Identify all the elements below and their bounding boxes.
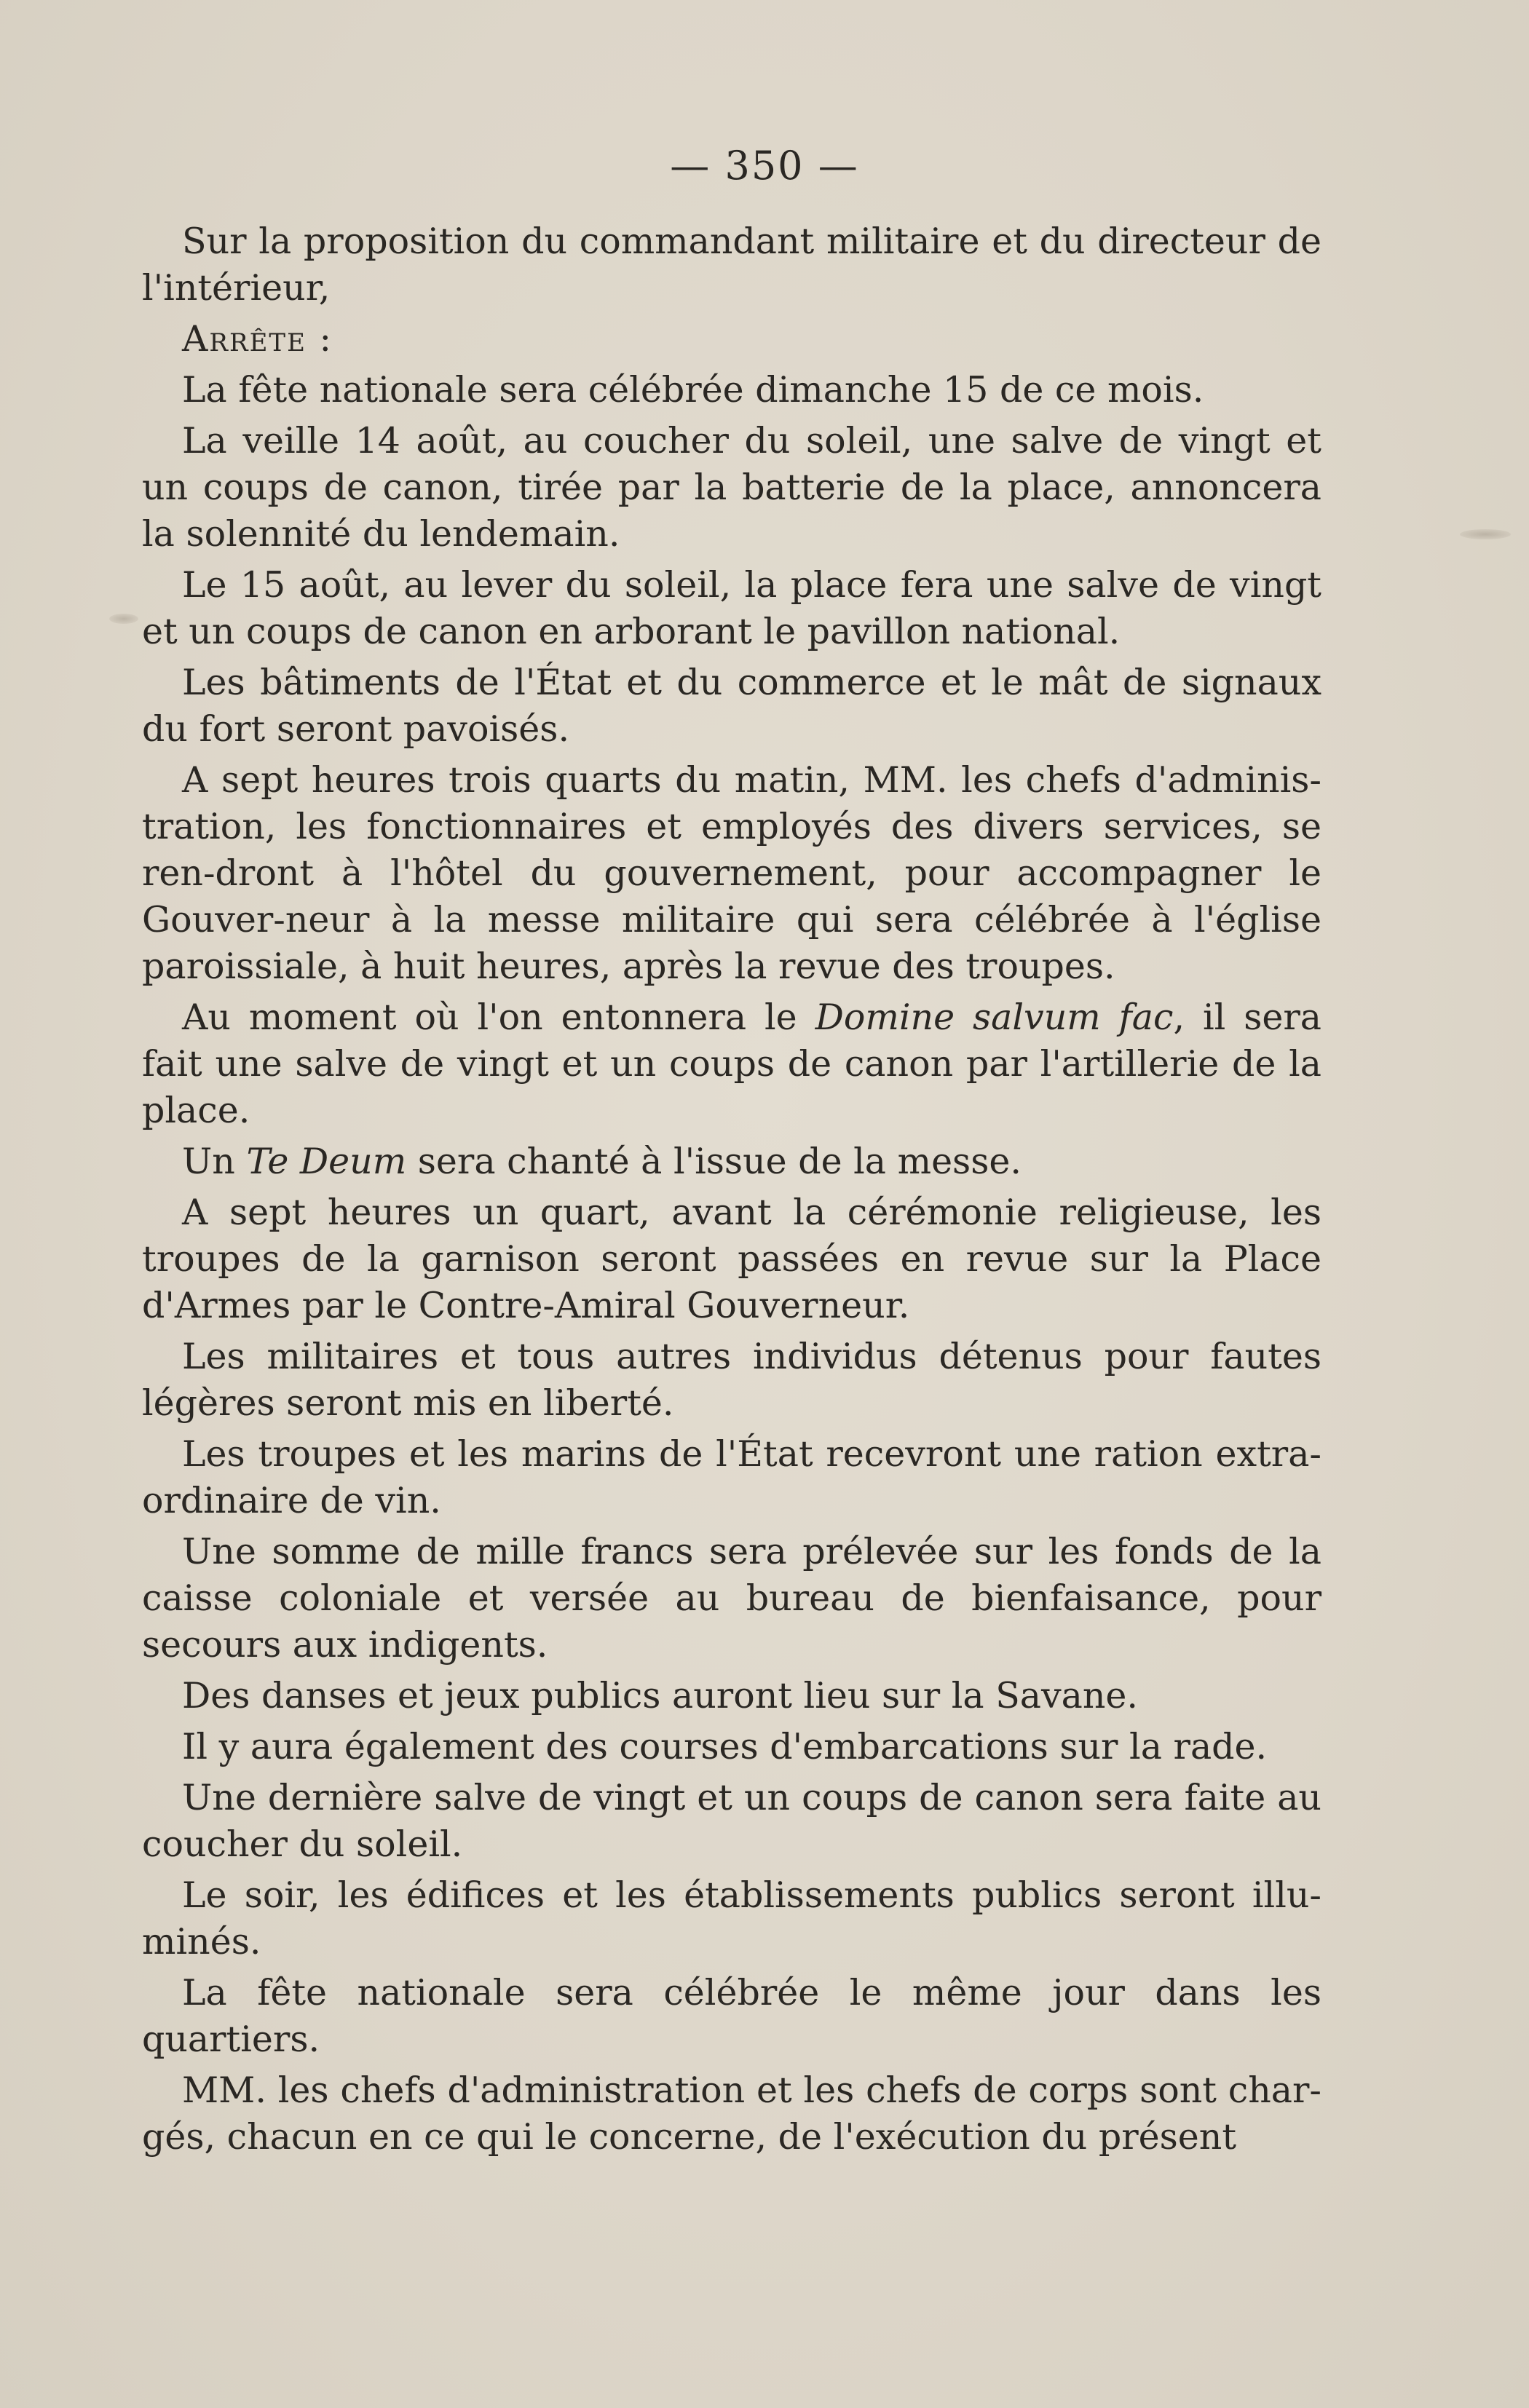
paragraph-text: Au moment où l'on entonnera le [182,997,815,1038]
paragraph: A sept heures un quart, avant la cérémonie religieuse, les troupes de la garnison seront passées en revue sur la Place d'Armes par le Contre-Amiral Gouverneur. [142,1192,1321,1326]
paragraph: Le soir, les édifices et les établissements publics seront illu-minés. [142,1874,1321,1963]
paragraph: La fête nationale sera célébrée le même jour dans les quartiers. [142,1972,1321,2060]
paragraph: Les troupes et les marins de l'État recevront une ration extra-ordinaire de vin. [142,1433,1321,1521]
body-text [142,218,1321,2165]
paragraph-with-italic [142,994,1321,1134]
paragraph: MM. les chefs d'administration et les chefs de corps sont char-gés, chacun en ce qui le concerne, de l'exécution du présent [142,2070,1321,2158]
paragraph-text: Un [182,1141,247,1182]
italic-latin-phrase: Te Deum [246,1141,407,1182]
page-number: — 350 — [670,143,859,189]
paragraph: Une dernière salve de vingt et un coups de canon sera faite au coucher du soleil. [142,1777,1321,1865]
arrete-heading: Arrête : [182,318,333,360]
paragraph: Il y aura également des courses d'embarcations sur la rade. [182,1726,1268,1767]
paragraph: Une somme de mille francs sera prélevée sur les fonds de la caisse coloniale et versée au bureau de bienfaisance, pour secours aux indigents. [142,1531,1321,1666]
paragraph: Sur la proposition du commandant militaire et du directeur de l'intérieur, [142,221,1321,309]
paragraph: La fête nationale sera célébrée dimanche 15 de ce mois. [182,369,1204,411]
paragraph: La veille 14 août, au coucher du soleil, une salve de vingt et un coups de canon, tirée par la batterie de la place, annoncera la solennité du lendemain. [142,420,1321,555]
paragraph: Des danses et jeux publics auront lieu sur la Savane. [182,1675,1138,1716]
paragraph-with-italic [142,1138,1321,1185]
paragraph-text: , il sera fait une salve de vingt et un coups de canon par l'artillerie de la place. [142,997,1321,1131]
italic-latin-phrase: Domine salvum fac [815,997,1174,1038]
paragraph: Les bâtiments de l'État et du commerce et le mât de signaux du fort seront pavoisés. [142,662,1321,750]
paragraph: Le 15 août, au lever du soleil, la place fera une salve de vingt et un coups de canon en arborant le pavillon national. [142,564,1321,652]
paragraph: A sept heures trois quarts du matin, MM. les chefs d'adminis-tration, les fonctionnaires et employés des divers services, se ren-dront à l'hôtel du gouvernement, pour accompagner le Gouver-neur à la messe militaire qui sera célébrée à l'église paroissiale, à huit heures, après la revue des troupes. [142,759,1321,987]
page-smudge [109,614,138,624]
paragraph: Les militaires et tous autres individus détenus pour fautes légères seront mis en liberté. [142,1336,1321,1424]
paragraph-text: sera chanté à l'issue de la messe. [406,1141,1022,1182]
page-smudge [1460,529,1511,539]
